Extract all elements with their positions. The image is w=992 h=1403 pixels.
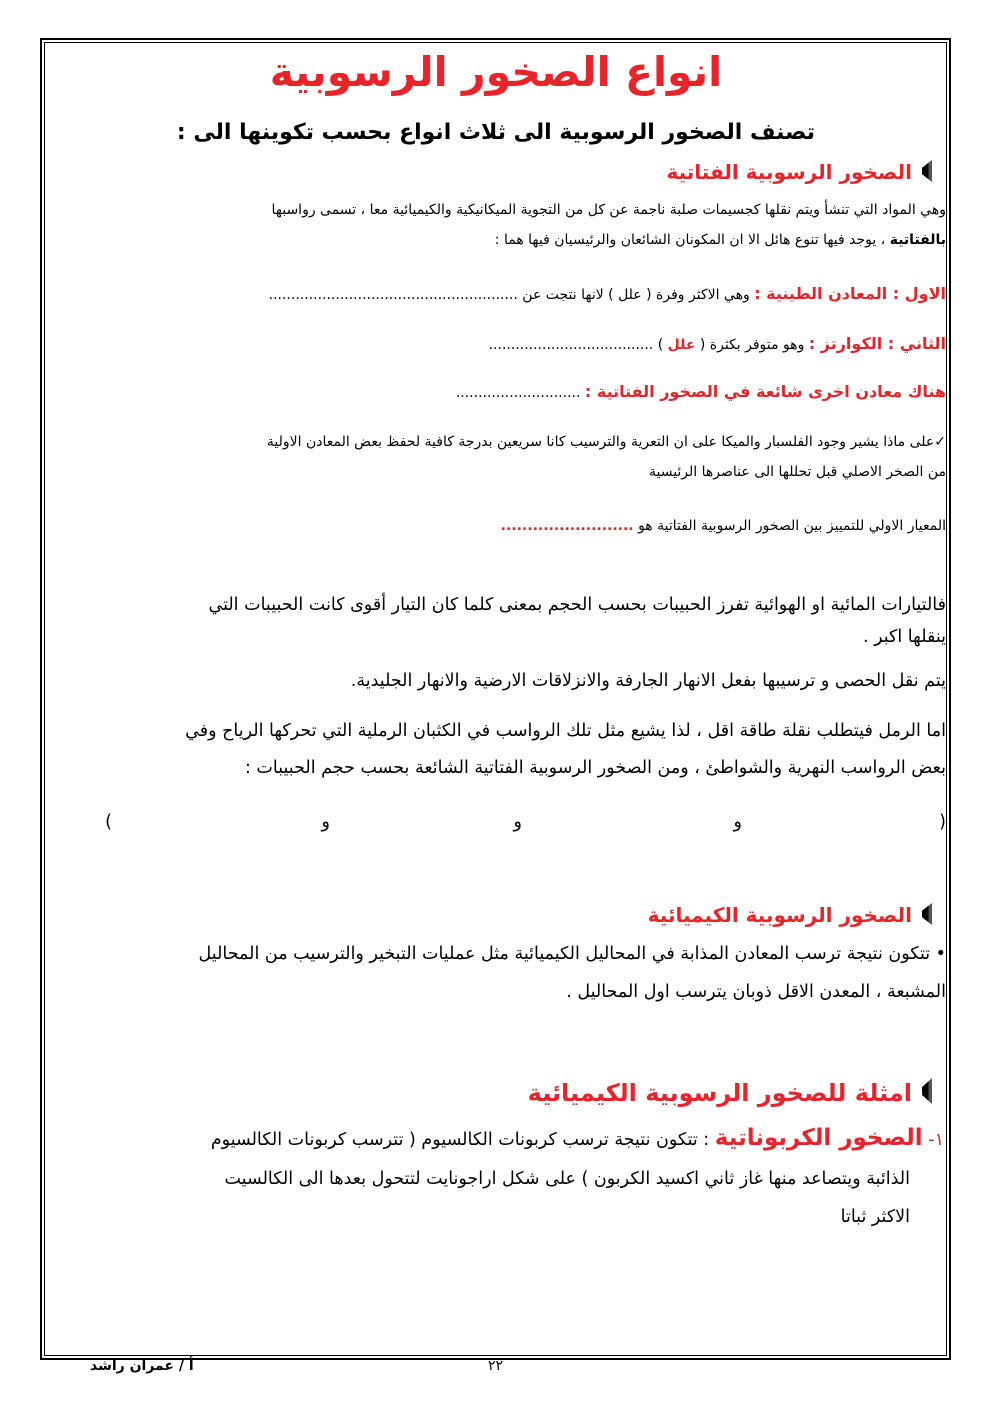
carbonate-line-1 [211, 1125, 944, 1151]
chemical-heading [648, 903, 932, 927]
examples-heading-text: امثلة للصخور الرسوبية الكيميائية [527, 1079, 912, 1107]
clastic-paragraph-2 [495, 232, 946, 248]
currents-line-1: فالتيارات المائية او الهوائية تفرز الحبيبات بحسب الحجم بمعنى كلما كان التيار أقوى كانت الحبيبات التي [208, 595, 946, 615]
second-component-text-b: ) ..................................... [488, 337, 668, 353]
carbonate-line-2: الذائبة ويتصاعد منها غاز ثاني اكسيد الكربون ) على شكل اراجونايت لتتحول بعدها الى الكالسيت [224, 1169, 910, 1189]
second-component [489, 334, 946, 353]
blank-paren-open: ( [939, 812, 946, 832]
chemical-heading-text: الصخور الرسوبية الكيميائية [647, 903, 912, 927]
carbonate-text-1: : تتكون نتيجة ترسب كربونات الكالسيوم ( تترسب كربونات الكالسيوم [210, 1130, 715, 1150]
clastic-paragraph-2-rest: ، يوجد فيها تنوع هائل الا ان المكونان الشائعان والرئيسيان فيها هما : [494, 232, 890, 248]
examples-heading [528, 1078, 932, 1107]
footer-page-number: ٢٢ [488, 1358, 504, 1374]
page-subtitle: تصنف الصخور الرسوبية الى ثلاث انواع بحسب تكوينها الى : [176, 120, 816, 145]
arrow-bullet-icon [922, 160, 932, 182]
blank-and-1: و [733, 812, 742, 832]
other-minerals-dots: ............................ [455, 385, 585, 401]
clastic-heading-text: الصخور الرسوبية الفتاتية [666, 160, 912, 184]
second-component-label: الثاني : الكوارتز : [808, 334, 946, 353]
blank-and-2: و [513, 812, 522, 832]
sand-line-1: اما الرمل فيتطلب نقلة طاقة اقل ، لذا يشيع مثل تلك الرواسب في الكثبان الرملية التي تحركها الرياح وفي [185, 721, 946, 741]
arrow-bullet-icon [922, 1078, 932, 1104]
gravel-line: يتم نقل الحصى و ترسيبها بفعل الانهار الجارفة والانزلاقات الارضية والانهار الجليدية. [350, 671, 946, 691]
clastic-paragraph-1: وهي المواد التي تنشأ ويتم نقلها كجسيمات صلبة ناجمة عن كل من التجوية الميكانيكية والكيميائية معا ، تسمى رواسبها [271, 202, 946, 218]
criterion-dots: ......................... [500, 518, 634, 534]
criterion-line [501, 518, 946, 534]
other-minerals-label: هناك معادن اخرى شائعة في الصخور الفتاتية : [584, 382, 946, 401]
arrow-bullet-icon [922, 903, 932, 925]
feldspar-question-1: ✓على ماذا يشير وجود الفلسبار والميكا على ان التعرية والترسيب كانا سريعين بدرجة كافية لحفظ بعض المعادن الاولية [266, 434, 946, 450]
other-minerals [456, 382, 946, 401]
second-component-reason: علل [667, 337, 696, 353]
first-component-text: وهي الاكثر وفرة ( علل ) لانها نتجت عن ........................................................ [268, 287, 755, 303]
chemical-paragraph-1: • تتكون نتيجة ترسب المعادن المذابة في المحاليل الكيميائية مثل عمليات التبخير والترسيب من المحاليل [198, 944, 946, 964]
footer-author: أ / عمران راشد [90, 1358, 194, 1374]
page-title: انواع الصخور الرسوبية [269, 48, 723, 96]
currents-line-2: ينقلها اكبر . [862, 627, 946, 647]
first-component [269, 284, 946, 303]
sand-line-2: بعض الرواسب النهرية والشواطئ ، ومن الصخور الرسوبية الفتاتية الشائعة بحسب حجم الحبيبات : [244, 758, 946, 778]
carbonate-label: الصخور الكربوناتية [714, 1125, 923, 1151]
second-component-text-a: وهو متوفر بكثرة ( [695, 337, 809, 353]
criterion-text: المعيار الاولي للتمييز بين الصخور الرسوبية الفتاتية هو [633, 518, 946, 534]
blank-paren-close: ) [105, 812, 112, 832]
feldspar-question-2: من الصخر الاصلي قبل تحللها الى عناصرها الرئيسية [648, 464, 946, 480]
first-component-label: الاول : المعادن الطينية : [754, 284, 946, 303]
blank-and-3: و [321, 812, 330, 832]
clastic-term: بالفتاتية [889, 232, 946, 248]
carbonate-line-3: الاكثر ثباتا [840, 1207, 910, 1227]
clastic-heading [666, 160, 932, 184]
chemical-paragraph-2: المشبعة ، المعدن الاقل ذوبان يترسب اول المحاليل . [566, 982, 946, 1002]
example-number: ١- [928, 1130, 944, 1150]
